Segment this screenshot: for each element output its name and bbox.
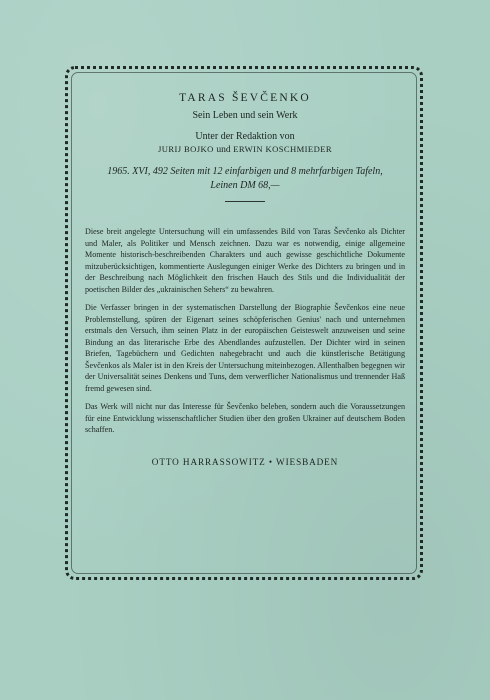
description-paragraph-3: Das Werk will nicht nur das Interesse für Ševčenko beleben, sondern auch die Voraussetzungen für eine Entwicklung wissenschaftlicher Studien über den großen Ukrainer auf deutschem Boden schaffen. [85, 402, 405, 434]
editors-line [85, 144, 405, 155]
price-info: Leinen DM 68,— [210, 180, 280, 191]
separator-rule [225, 201, 265, 202]
book-subtitle: Sein Leben und sein Werk [192, 110, 298, 121]
description-paragraph-1: Diese breit angelegte Untersuchung will ein umfassendes Bild von Taras Ševčenko als Dichter und Maler, als Politiker und Mensch zeichnen. Dazu war es notwendig, einige allgemeine Momente historisch-beschreibenden Charakters und auch gewisse geschichtliche Dokumente mitzuberücksichtigen, kommentierte Auslegungen einiger Werke des Dichters zu bringen und in der Beschreibung nach Möglichkeit den frischen Hauch des Stils und die Individualität der poetischen Bilder des „ukrainischen Sehers“ zu bewahren. [85, 227, 405, 294]
editors-conjunction: und [216, 144, 231, 155]
description-paragraph-2: Die Verfasser bringen in der systematischen Darstellung der Biographie Ševčenkos eine neue Problemstellung, spüren der Eigenart seines schöpferischen Genius' nach und unternehmen erstmals den Versuch, ihm seinen Platz in der europäischen Geisteswelt anzuweisen und seine Bindung an das literarische Erbe des Abendlandes aufzustellen. Der Dichter wird in seinen Briefen, Tagebüchern und Gedichten nahegebracht und auch die künstlerische Betätigung Ševčenkos als Maler ist in den Kreis der Untersuchung miteinbezogen. Allenthalben begegnen wir der Universalität seines Denkens und Tuns, dem verwerflicher Nationalismus und trennender Haß fremd gewesen sind. [85, 303, 405, 393]
book-author-title: TARAS ŠEVČENKO [179, 92, 311, 104]
advertisement-content [85, 92, 405, 467]
editor-name-2: ERWIN KOSCHMIEDER [233, 144, 332, 154]
publication-details: 1965. XVI, 492 Seiten mit 12 einfarbigen und 8 mehrfarbigen Tafeln, [107, 166, 383, 177]
publisher-imprint: OTTO HARRASSOWITZ • WIESBADEN [151, 456, 339, 467]
editor-name-1: JURIJ BOJKO [158, 144, 214, 154]
editors-intro: Unter der Redaktion von [195, 131, 295, 142]
